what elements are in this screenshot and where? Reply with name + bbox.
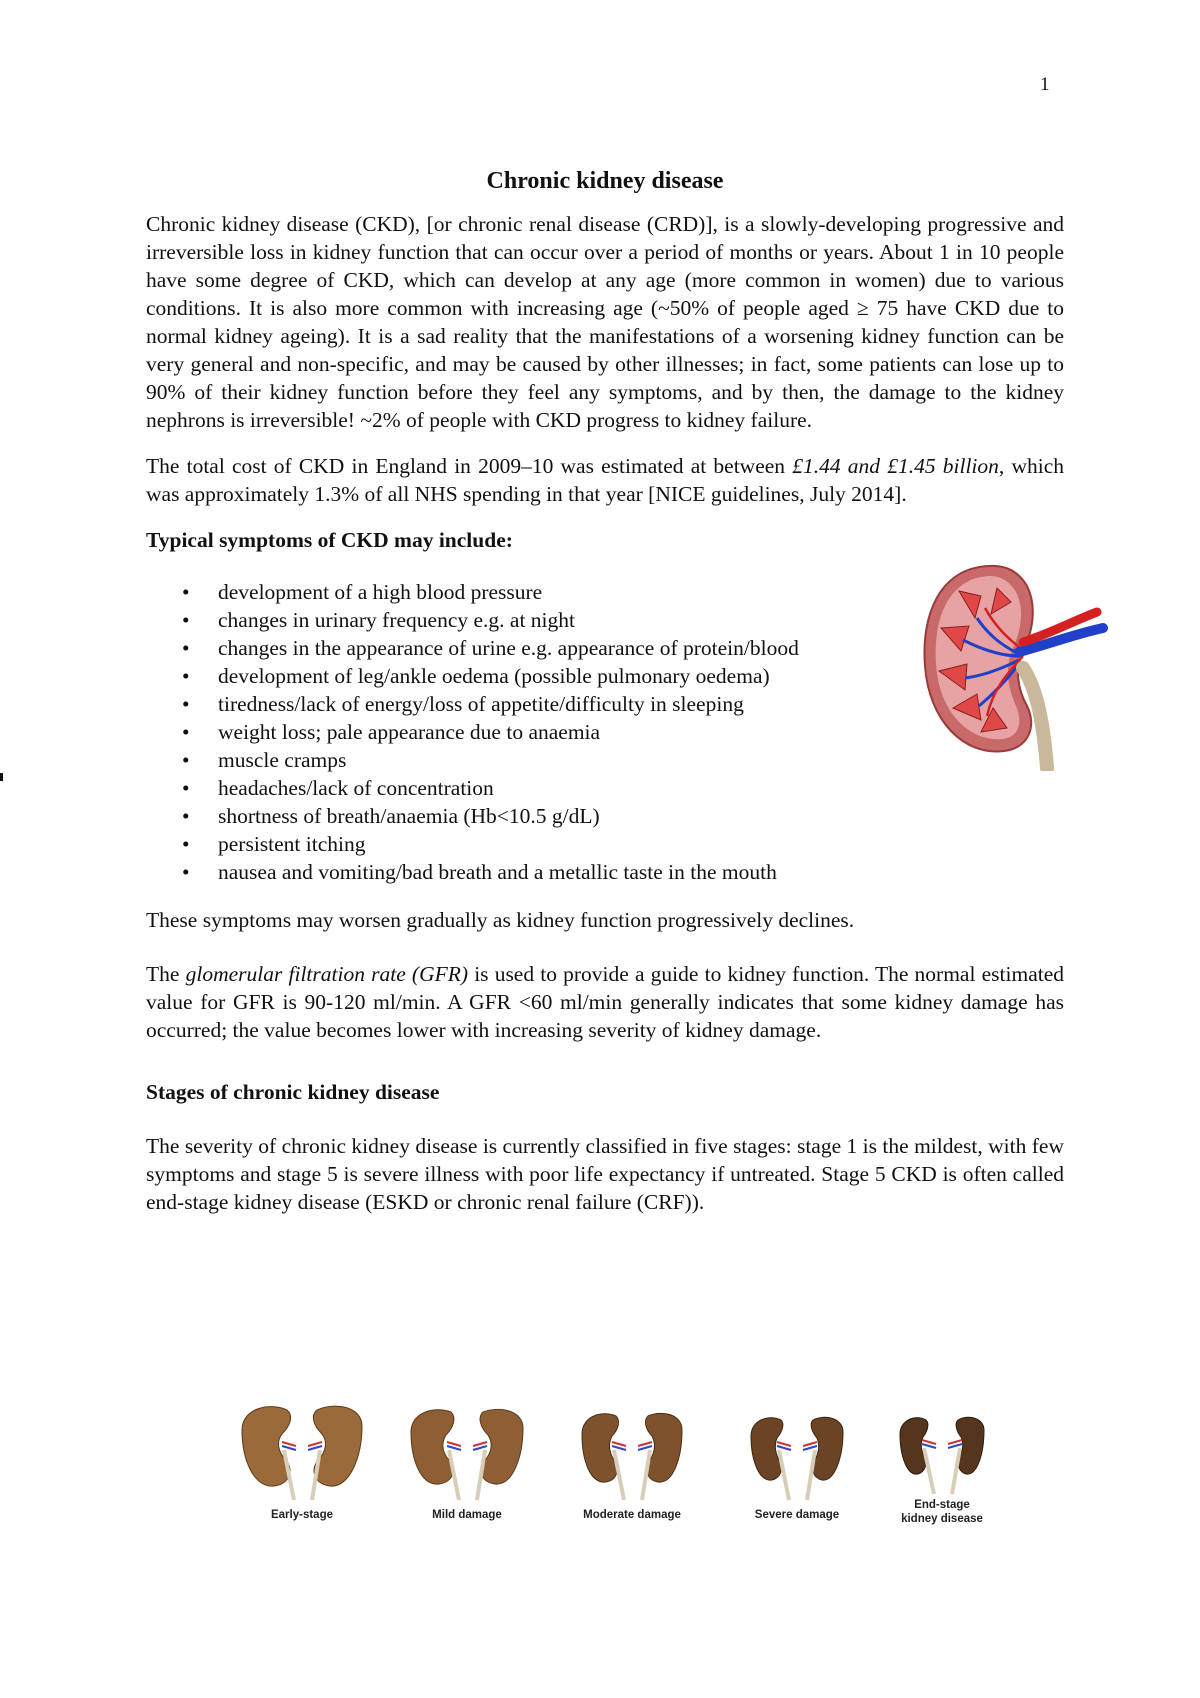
kidney-pair-icon <box>562 1400 702 1505</box>
cost-text-after: , which was approximately 1.3% of all NHS spending in that year [NICE guidelines, July 2014]. <box>146 454 1065 506</box>
stage-early <box>232 1400 372 1540</box>
page-title: Chronic kidney disease <box>486 168 724 194</box>
cost-paragraph <box>146 452 1064 508</box>
list-item: • changes in urinary frequency e.g. at night <box>218 606 1064 634</box>
list-item: • changes in the appearance of urine e.g. appearance of protein/blood <box>218 634 1064 662</box>
stage-label: Severe damage <box>754 1509 840 1521</box>
stage-label: Moderate damage <box>583 1509 681 1521</box>
symptoms-section <box>146 526 1064 886</box>
intro-paragraph: Chronic kidney disease (CKD), [or chronic renal disease (CRD)], is a slowly-developing progressive and irreversible loss in kidney function that can occur over a period of months or years. About 1 in 10 people have some degree of CKD, which can develop at any age (more common in women) due to various conditions. It is also more common with increasing age (~50% of people aged ≥ 75 have CKD due to normal kidney ageing). It is a sad reality that the manifestations of a worsening kidney function can be very general and non-specific, and may be caused by other illnesses; in fact, some patients can lose up to 90% of their kidney function before they feel any symptoms, and by then, the damage to the kidney nephrons is irreversible! ~2% of people with CKD progress to kidney failure. <box>146 212 1064 432</box>
stage-label: End-stage kidney disease <box>901 1499 983 1525</box>
list-item: • shortness of breath/anaemia (Hb<10.5 g/dL) <box>218 802 1064 830</box>
list-item: • muscle cramps <box>218 746 1064 774</box>
kidney-stages-figure <box>232 1400 992 1540</box>
document-body <box>146 158 1064 1234</box>
kidney-cross-section-illustration <box>919 556 1109 771</box>
margin-mark <box>0 773 3 781</box>
stage-label: Early-stage <box>270 1509 333 1521</box>
symptoms-heading: Typical symptoms of CKD may include: <box>146 528 513 552</box>
list-item: • development of a high blood pressure <box>218 578 1064 606</box>
kidney-pair-icon <box>232 1400 372 1505</box>
stages-heading: Stages of chronic kidney disease <box>146 1080 440 1104</box>
list-item: • weight loss; pale appearance due to anaemia <box>218 718 1064 746</box>
list-item: • development of leg/ankle oedema (possible pulmonary oedema) <box>218 662 1064 690</box>
kidney-pair-icon <box>727 1400 867 1505</box>
list-item: • persistent itching <box>218 830 1064 858</box>
kidney-pair-icon <box>872 1400 1012 1496</box>
stage-end <box>872 1400 1012 1540</box>
list-item: • headaches/lack of concentration <box>218 774 1064 802</box>
list-item: • tiredness/lack of energy/loss of appetite/difficulty in sleeping <box>218 690 1064 718</box>
gfr-paragraph <box>146 960 1064 1044</box>
stage-mild <box>397 1400 537 1540</box>
stage-moderate <box>562 1400 702 1540</box>
gfr-text-after: is used to provide a guide to kidney function. The normal estimated value for GFR is 90-120 ml/min. A GFR <60 ml/min generally indicates that some kidney damage has occurred; the value becomes lower with increasing severity of kidney damage. <box>146 962 1064 1042</box>
stage-severe <box>727 1400 867 1540</box>
cost-text-before: The total cost of CKD in England in 2009–10 was estimated at between <box>146 454 793 478</box>
worsen-paragraph: These symptoms may worsen gradually as kidney function progressively declines. <box>146 908 855 932</box>
list-item: • nausea and vomiting/bad breath and a metallic taste in the mouth <box>218 858 1064 886</box>
page-number: 1 <box>1040 74 1050 95</box>
stages-paragraph: The severity of chronic kidney disease is currently classified in five stages: stage 1 is the mildest, with few symptoms and stage 5 is severe illness with poor life expectancy if untreated. Stage 5 CKD is often called end-stage kidney disease (ESKD or chronic renal failure (CRF)). <box>146 1134 1064 1214</box>
gfr-emphasis: glomerular filtration rate (GFR) <box>185 962 469 986</box>
gfr-text-before: The <box>146 962 186 986</box>
stage-label: Mild damage <box>432 1509 502 1521</box>
cost-emphasis: £1.44 and £1.45 billion <box>792 454 999 478</box>
kidney-pair-icon <box>397 1400 537 1505</box>
